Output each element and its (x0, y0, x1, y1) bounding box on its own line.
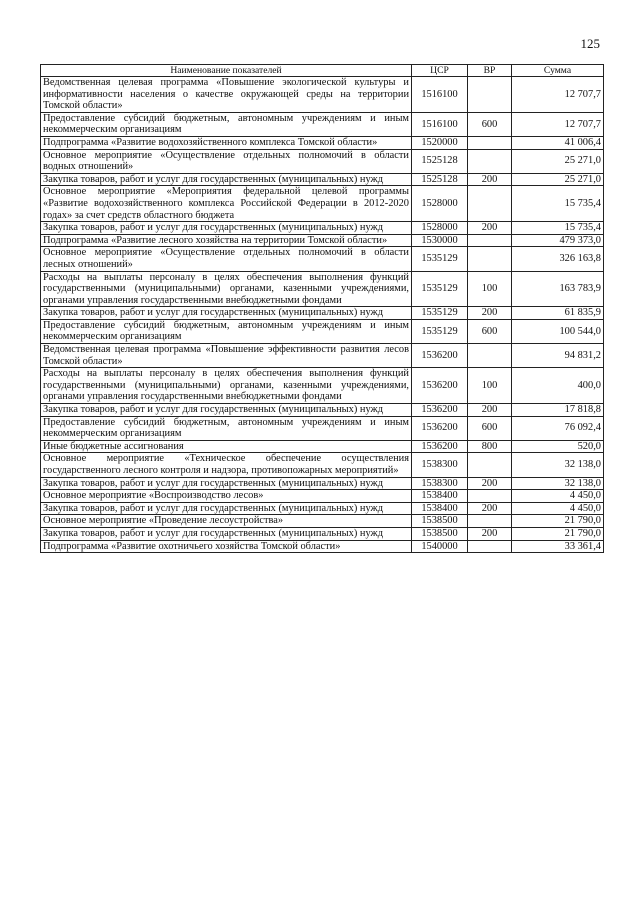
cell-name: Расходы на выплаты персоналу в целях обеспечения выполнения функций государственными (муниципальными) органами, казенными учреждениями, органами управления государственными внебюджетными фондами (41, 271, 412, 307)
cell-name: Закупка товаров, работ и услуг для государственных (муниципальных) нужд (41, 173, 412, 186)
table-row (41, 247, 604, 271)
table-row (41, 149, 604, 173)
cell-name: Основное мероприятие «Осуществление отдельных полномочий в области водных отношений» (41, 149, 412, 173)
cell-name: Подпрограмма «Развитие лесного хозяйства на территории Томской области» (41, 234, 412, 247)
cell-vr: 100 (468, 271, 512, 307)
cell-sum: 100 544,0 (512, 319, 604, 343)
cell-name: Подпрограмма «Развитие охотничьего хозяйства Томской области» (41, 540, 412, 553)
table-row (41, 186, 604, 222)
cell-sum: 21 790,0 (512, 527, 604, 540)
table-row (41, 490, 604, 503)
header-sum: Сумма (512, 65, 604, 77)
cell-csr: 1535129 (412, 307, 468, 320)
cell-sum: 61 835,9 (512, 307, 604, 320)
cell-sum: 4 450,0 (512, 490, 604, 503)
cell-vr: 200 (468, 173, 512, 186)
cell-csr: 1525128 (412, 173, 468, 186)
cell-csr: 1538400 (412, 490, 468, 503)
cell-csr: 1538300 (412, 477, 468, 490)
cell-sum: 12 707,7 (512, 112, 604, 136)
table-row (41, 344, 604, 368)
cell-vr (468, 77, 512, 113)
table-row (41, 502, 604, 515)
cell-name: Основное мероприятие «Воспроизводство лесов» (41, 490, 412, 503)
cell-vr: 600 (468, 112, 512, 136)
table-row (41, 368, 604, 404)
cell-csr: 1538300 (412, 453, 468, 477)
cell-sum: 76 092,4 (512, 416, 604, 440)
cell-vr: 200 (468, 527, 512, 540)
table-row (41, 271, 604, 307)
cell-vr: 200 (468, 222, 512, 235)
cell-csr: 1535129 (412, 271, 468, 307)
header-name: Наименование показателей (41, 65, 412, 77)
cell-sum: 17 818,8 (512, 404, 604, 417)
cell-name: Предоставление субсидий бюджетным, автономным учреждениям и иным некоммерческим организациям (41, 319, 412, 343)
cell-vr: 200 (468, 502, 512, 515)
table-row (41, 112, 604, 136)
cell-vr (468, 136, 512, 149)
cell-sum: 4 450,0 (512, 502, 604, 515)
cell-sum: 326 163,8 (512, 247, 604, 271)
cell-name: Ведомственная целевая программа «Повышение эффективности развития лесов Томской области» (41, 344, 412, 368)
cell-vr (468, 149, 512, 173)
cell-sum: 25 271,0 (512, 149, 604, 173)
cell-csr: 1535129 (412, 247, 468, 271)
header-csr: ЦСР (412, 65, 468, 77)
table-row (41, 319, 604, 343)
cell-name: Подпрограмма «Развитие водохозяйственного комплекса Томской области» (41, 136, 412, 149)
cell-csr: 1536200 (412, 440, 468, 453)
cell-sum: 163 783,9 (512, 271, 604, 307)
cell-name: Закупка товаров, работ и услуг для государственных (муниципальных) нужд (41, 404, 412, 417)
table-row (41, 527, 604, 540)
cell-vr (468, 344, 512, 368)
cell-sum: 32 138,0 (512, 477, 604, 490)
cell-sum: 94 831,2 (512, 344, 604, 368)
table-row (41, 453, 604, 477)
cell-name: Закупка товаров, работ и услуг для государственных (муниципальных) нужд (41, 527, 412, 540)
cell-csr: 1528000 (412, 222, 468, 235)
cell-vr (468, 247, 512, 271)
cell-sum: 41 006,4 (512, 136, 604, 149)
cell-csr: 1538400 (412, 502, 468, 515)
header-vr: ВР (468, 65, 512, 77)
table-row (41, 77, 604, 113)
cell-name: Ведомственная целевая программа «Повышение экологической культуры и информативности населения о качестве окружающей среды на территории Томской области» (41, 77, 412, 113)
cell-vr: 600 (468, 416, 512, 440)
cell-sum: 15 735,4 (512, 222, 604, 235)
cell-vr: 100 (468, 368, 512, 404)
cell-sum: 12 707,7 (512, 77, 604, 113)
table-row (41, 540, 604, 553)
cell-sum: 33 361,4 (512, 540, 604, 553)
cell-csr: 1538500 (412, 515, 468, 528)
cell-vr (468, 186, 512, 222)
table-row (41, 404, 604, 417)
table-row (41, 136, 604, 149)
cell-name: Закупка товаров, работ и услуг для государственных (муниципальных) нужд (41, 307, 412, 320)
cell-vr (468, 515, 512, 528)
cell-name: Основное мероприятие «Проведение лесоустройства» (41, 515, 412, 528)
cell-csr: 1540000 (412, 540, 468, 553)
table-row (41, 234, 604, 247)
cell-name: Иные бюджетные ассигнования (41, 440, 412, 453)
cell-vr (468, 540, 512, 553)
cell-name: Расходы на выплаты персоналу в целях обеспечения выполнения функций государственными (муниципальными) органами, казенными учреждениями, органами управления государственными внебюджетными фондами (41, 368, 412, 404)
cell-csr: 1530000 (412, 234, 468, 247)
table-row (41, 416, 604, 440)
page-number: 125 (580, 36, 600, 51)
cell-vr (468, 234, 512, 247)
table-row (41, 440, 604, 453)
cell-csr: 1536200 (412, 404, 468, 417)
cell-vr: 200 (468, 404, 512, 417)
cell-sum: 32 138,0 (512, 453, 604, 477)
cell-vr: 200 (468, 307, 512, 320)
cell-csr: 1536200 (412, 368, 468, 404)
header-row (41, 65, 604, 77)
cell-csr: 1538500 (412, 527, 468, 540)
cell-csr: 1516100 (412, 112, 468, 136)
cell-name: Предоставление субсидий бюджетным, автономным учреждениям и иным некоммерческим организациям (41, 112, 412, 136)
cell-csr: 1516100 (412, 77, 468, 113)
table-row (41, 307, 604, 320)
cell-csr: 1520000 (412, 136, 468, 149)
cell-csr: 1525128 (412, 149, 468, 173)
cell-name: Закупка товаров, работ и услуг для государственных (муниципальных) нужд (41, 477, 412, 490)
cell-name: Закупка товаров, работ и услуг для государственных (муниципальных) нужд (41, 222, 412, 235)
cell-vr: 600 (468, 319, 512, 343)
cell-sum: 21 790,0 (512, 515, 604, 528)
cell-csr: 1535129 (412, 319, 468, 343)
cell-name: Основное мероприятие «Мероприятия федеральной целевой программы «Развитие водохозяйственного комплекса Российской Федерации в 2012-2020 годах» за счет средств областного бюджета (41, 186, 412, 222)
budget-table (40, 64, 604, 553)
cell-sum: 15 735,4 (512, 186, 604, 222)
cell-name: Основное мероприятие «Техническое обеспечение осуществления государственного лесного контроля и надзора, противопожарных мероприятий» (41, 453, 412, 477)
table-row (41, 477, 604, 490)
cell-name: Предоставление субсидий бюджетным, автономным учреждениям и иным некоммерческим организациям (41, 416, 412, 440)
table-row (41, 515, 604, 528)
cell-vr (468, 453, 512, 477)
cell-sum: 479 373,0 (512, 234, 604, 247)
table-row (41, 222, 604, 235)
table-body (41, 77, 604, 553)
cell-name: Основное мероприятие «Осуществление отдельных полномочий в области лесных отношений» (41, 247, 412, 271)
cell-csr: 1536200 (412, 416, 468, 440)
cell-csr: 1528000 (412, 186, 468, 222)
table-row (41, 173, 604, 186)
cell-sum: 400,0 (512, 368, 604, 404)
cell-csr: 1536200 (412, 344, 468, 368)
table-header (41, 65, 604, 77)
cell-sum: 520,0 (512, 440, 604, 453)
cell-vr (468, 490, 512, 503)
cell-vr: 800 (468, 440, 512, 453)
cell-vr: 200 (468, 477, 512, 490)
cell-name: Закупка товаров, работ и услуг для государственных (муниципальных) нужд (41, 502, 412, 515)
cell-sum: 25 271,0 (512, 173, 604, 186)
